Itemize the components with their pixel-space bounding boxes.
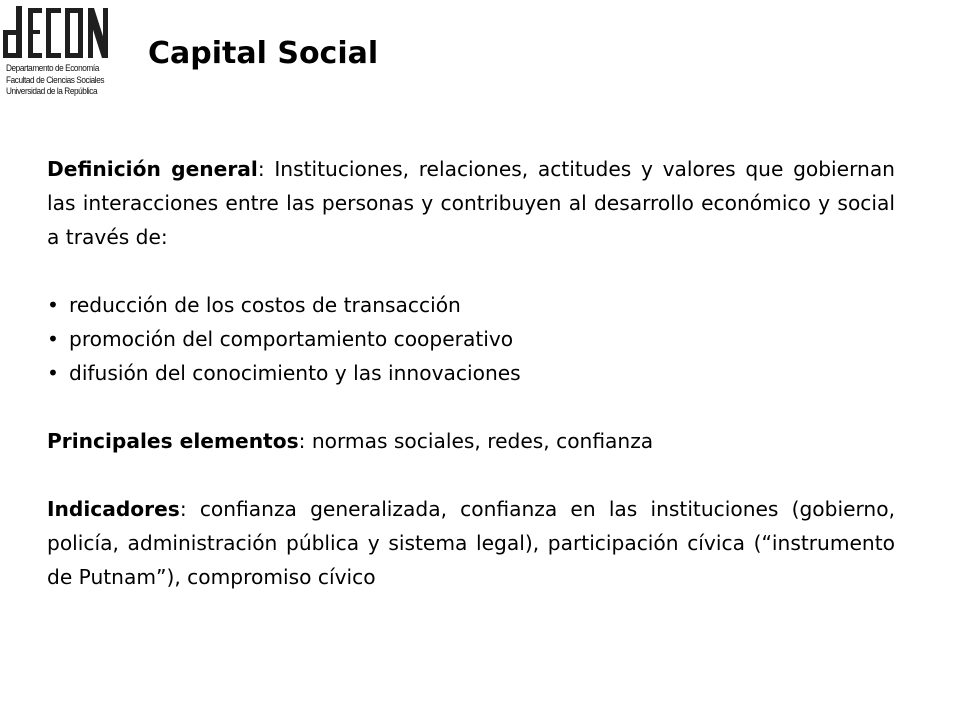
elements-separator: : [298,429,306,453]
bullet-icon: • [47,327,59,351]
decon-logo-mark [2,2,110,62]
indicators-label: Indicadores [47,497,180,521]
indicators-text: confianza generalizada, confianza en las instituciones (gobierno, policía, administración pública y sistema legal), participación cívica (“instrumento de Putnam”), compromiso cívico [47,497,895,589]
bullet-item [47,322,895,356]
bullet-icon: • [47,293,59,317]
definition-label: Definición general [47,157,258,181]
bullet-item [47,288,895,322]
definition-separator: : [257,157,265,181]
spacer [47,390,895,424]
bullet-item [47,356,895,390]
logo-line-faculty: Facultad de Ciencias Sociales [6,74,105,86]
elements-text: normas sociales, redes, confianza [305,429,654,453]
slide-title: Capital Social [148,36,379,71]
decon-logo [2,2,110,108]
logo-line-university: Universidad de la República [6,86,98,97]
definition-text: Instituciones, relaciones, actitudes y valores que gobiernan las interacciones entre las personas y contribuyen al desarrollo económico y social a través de: [47,157,895,249]
bullet-text: reducción de los costos de transacción [69,293,461,317]
spacer [47,458,895,492]
logo-caption [6,63,105,98]
indicators-separator: : [179,497,187,521]
elements-paragraph [47,424,895,458]
slide-body [47,152,895,594]
elements-label: Principales elementos [47,429,299,453]
indicators-paragraph [47,492,895,594]
spacer [47,254,895,288]
logo-line-department: Departamento de Economía [6,63,99,74]
bullet-list [47,288,895,390]
bullet-text: promoción del comportamiento cooperativo [69,327,514,351]
definition-paragraph [47,152,895,254]
bullet-text: difusión del conocimiento y las innovaciones [69,361,521,385]
bullet-icon: • [47,361,59,385]
